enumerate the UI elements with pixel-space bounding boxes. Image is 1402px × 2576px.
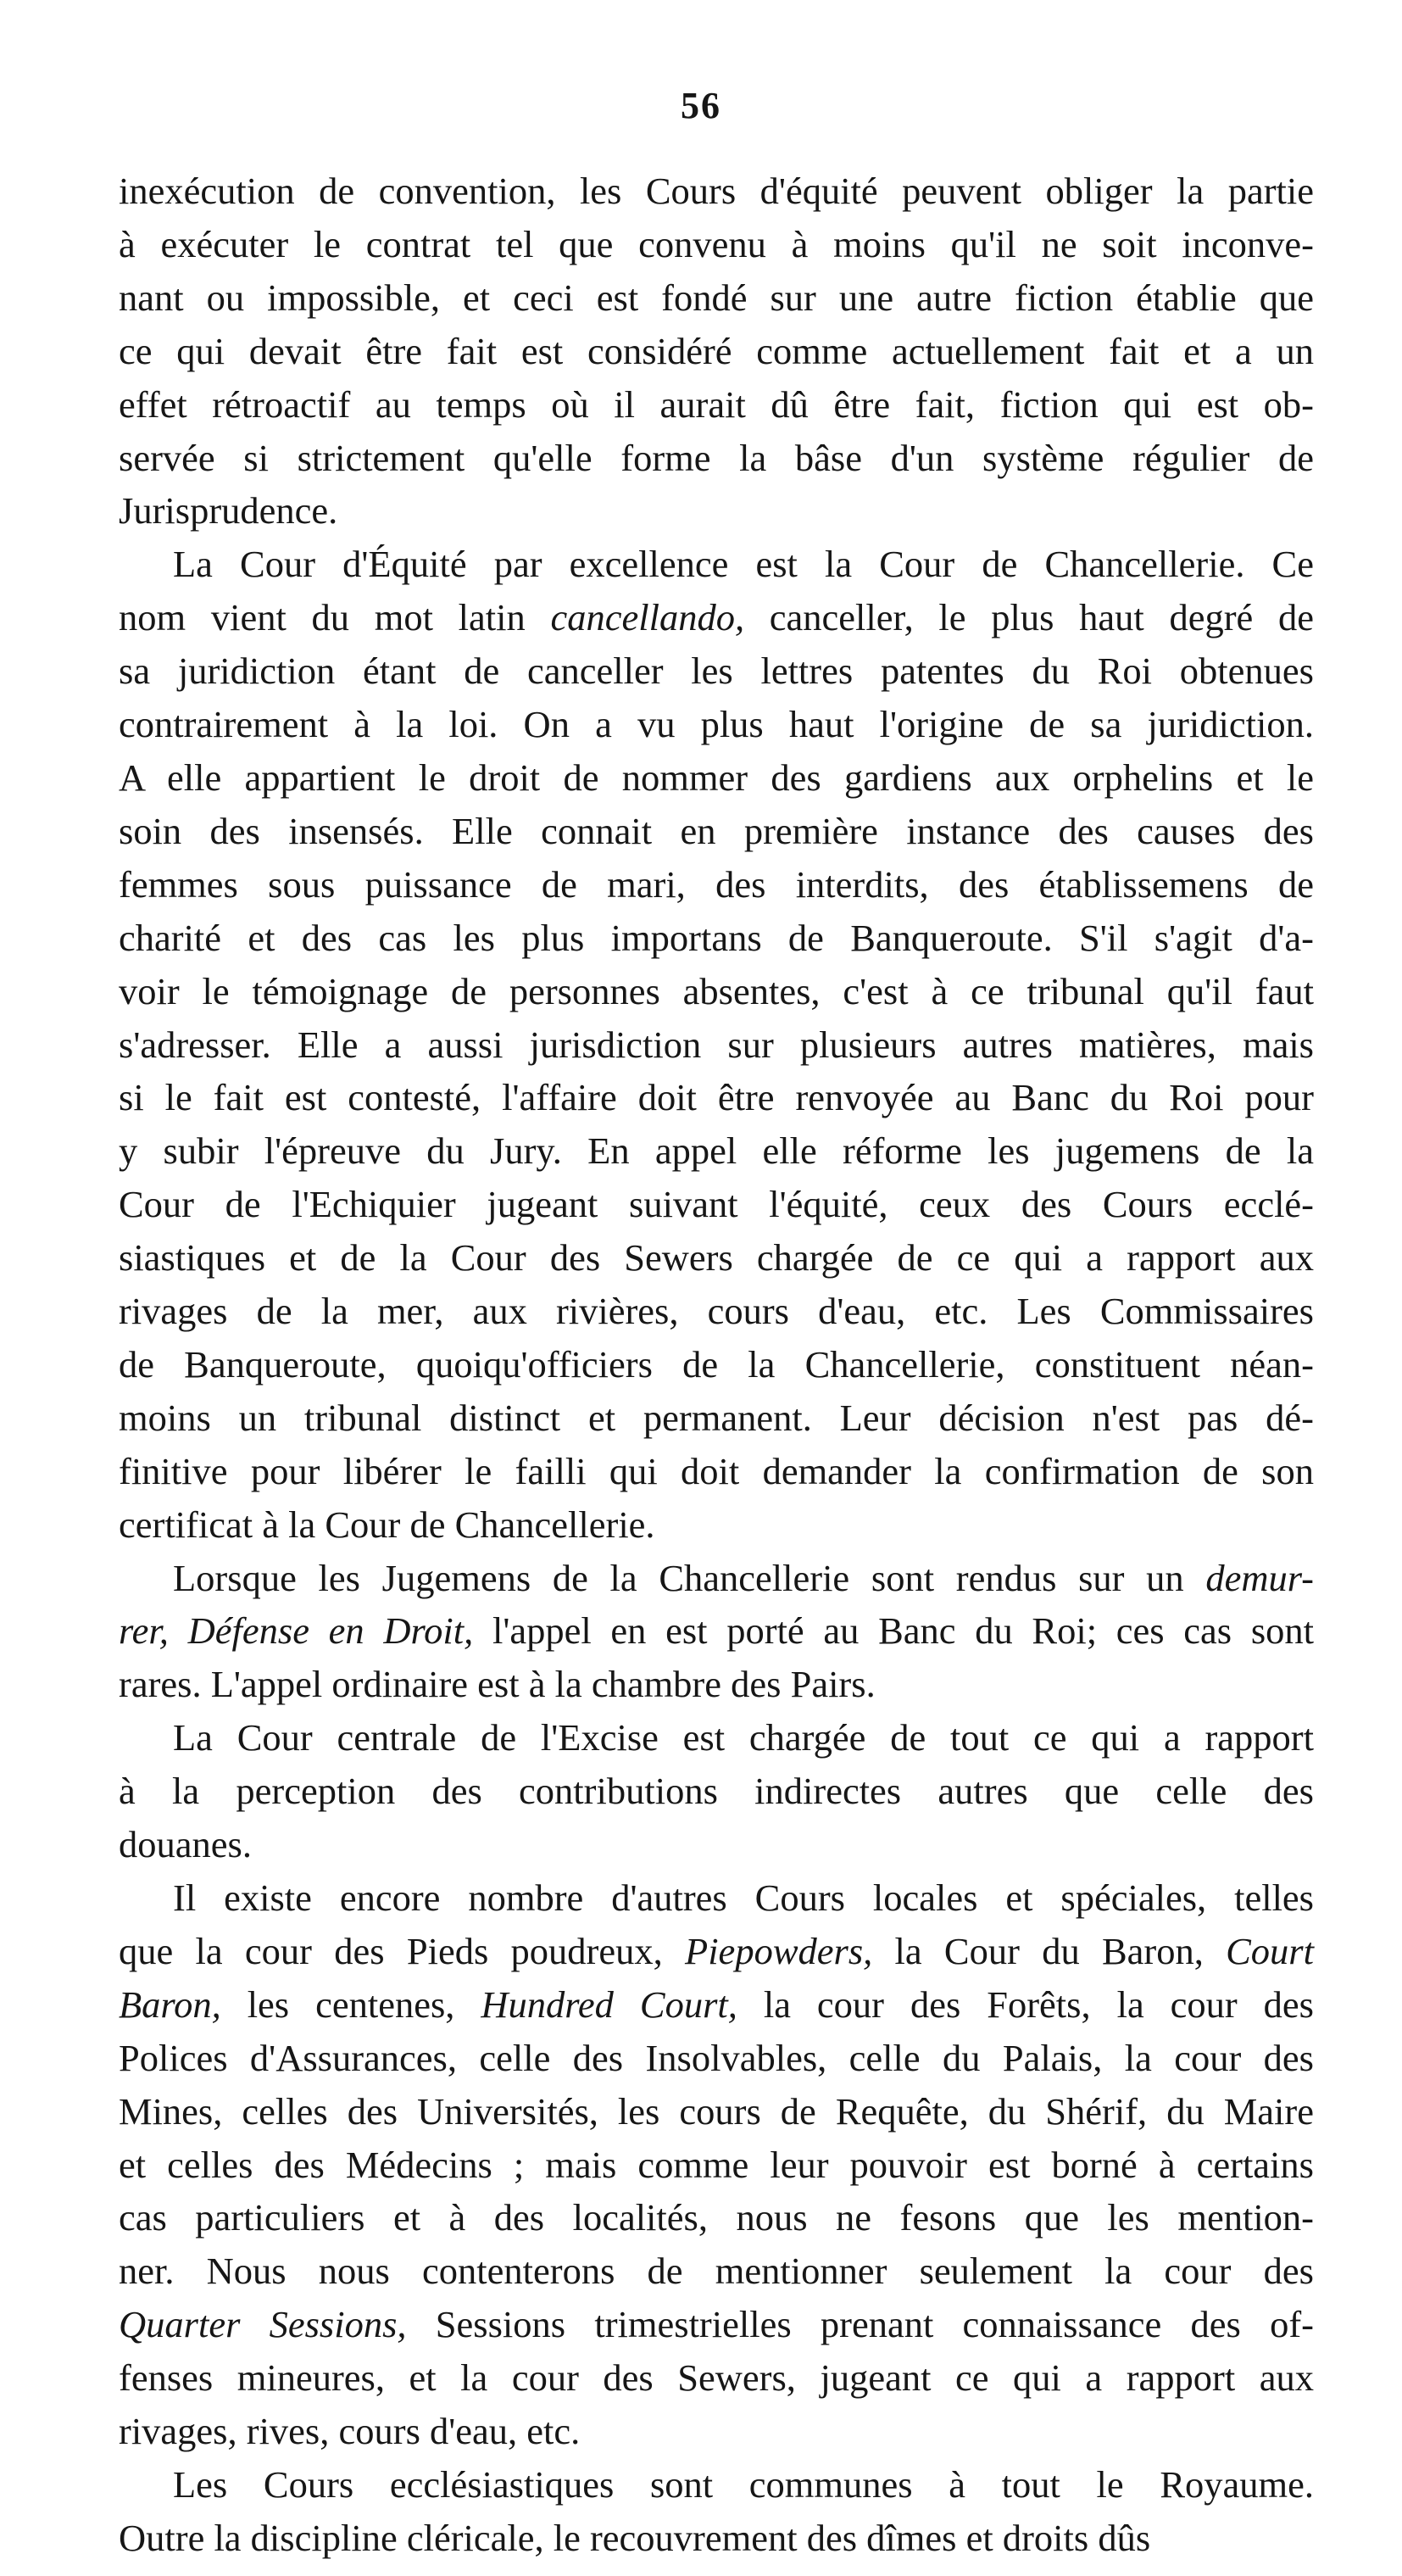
text-line [119,378,1314,432]
text-line [119,1231,1314,1285]
text-line [119,1018,1314,1072]
text-segment: La Cour d'Équité par excellence est la Cour de Chancellerie. Ce [173,543,1314,586]
text-segment: Polices d'Assurances, celle des Insolvables, celle du Palais, la cour des [119,2036,1314,2079]
italic-text: demur- [1205,1556,1314,1599]
text-line [119,1552,1314,1605]
italic-text: Hundred Court, [481,1982,737,2026]
text-line [119,912,1314,965]
text-segment: à exécuter le contrat tel que convenu à moins qu'il ne soit inconve- [119,222,1314,265]
text-segment: Mines, celles des Universités, les cours de Requête, du Shérif, du Maire [119,2089,1314,2133]
text-line [119,432,1314,485]
text-segment: Il existe encore nombre d'autres Cours locales et spéciales, telles [173,1876,1314,1919]
text-line [119,2405,1314,2458]
text-line [119,2032,1314,2085]
text-segment: siastiques et de la Cour des Sewers chargée de ce qui a rapport aux [119,1236,1314,1280]
text-line [119,1978,1314,2032]
text-segment: si le fait est contesté, l'affaire doit être renvoyée au Banc du Roi pour [119,1076,1314,1119]
text-segment: rares. L'appel ordinaire est à la chambre des Pairs. [119,1663,876,1706]
text-segment: l'appel en est porté au Banc du Roi; ces cas sont [473,1609,1315,1653]
text-line [119,1178,1314,1231]
text-segment: à la perception des contributions indirectes autres que celle des [119,1770,1314,1813]
text-line [119,271,1314,325]
text-segment: la cour des Forêts, la cour des [737,1982,1315,2026]
text-line [119,538,1314,591]
text-segment: inexécution de convention, les Cours d'équité peuvent obliger la partie [119,170,1314,212]
italic-text: rer, Défense en Droit, [119,1609,474,1653]
text-line [119,2512,1314,2565]
text-line [119,1765,1314,1818]
text-segment: et celles des Médecins ; mais comme leur pouvoir est borné à certains [119,2143,1314,2186]
paragraph [119,538,1314,1551]
text-segment: les centenes, [220,1982,481,2026]
text-segment: finitive pour libérer le failli qui doit demander la confirmation de son [119,1449,1314,1492]
text-line [119,1871,1314,1925]
paragraph [119,164,1314,538]
text-segment: fenses mineures, et la cour des Sewers, jugeant ce qui a rapport aux [119,2356,1314,2400]
text-segment: sa juridiction étant de canceller les lettres patentes du Roi obtenues [119,650,1314,693]
text-line [119,1445,1314,1498]
text-line [119,2244,1314,2298]
text-segment: ner. Nous nous contenterons de mentionner seulement la cour des [119,2250,1314,2293]
text-segment: s'adresser. Elle a aussi jurisdiction sur plusieurs autres matières, mais [119,1023,1314,1066]
text-line [119,2191,1314,2244]
italic-text: cancellando, [550,596,745,639]
text-segment: nom vient du mot latin [119,596,551,639]
page-number: 56 [681,85,721,126]
italic-text: Court [1226,1929,1314,1972]
text-line [119,218,1314,271]
text-segment: rivages, rives, cours d'eau, etc. [119,2410,581,2453]
text-segment: A elle appartient le droit de nommer des gardiens aux orphelins et le [119,756,1314,799]
text-segment: Lorsque les Jugemens de la Chancellerie sont rendus sur un [173,1556,1206,1599]
text-line [119,1391,1314,1445]
text-segment: charité et des cas les plus importans de Banqueroute. S'il s'agit d'a- [119,916,1314,959]
text-segment: La Cour centrale de l'Excise est chargée de tout ce qui a rapport [173,1716,1314,1759]
text-line [119,1604,1314,1658]
text-segment: femmes sous puissance de mari, des interdits, des établissemens de [119,862,1314,906]
text-segment: ce qui devait être fait est considéré comme actuellement fait et a un [119,329,1314,372]
text-segment: que la cour des Pieds poudreux, [119,1929,686,1972]
text-segment: Les Cours ecclésiastiques sont communes à tout le Royaume. [173,2462,1314,2506]
text-segment: nant ou impossible, et ceci est fondé sur une autre fiction établie que [119,276,1314,319]
text-line [119,164,1314,218]
text-line [119,1071,1314,1124]
text-line [119,1498,1314,1552]
text-line [119,1338,1314,1391]
text-line [119,1285,1314,1338]
text-line [119,2458,1314,2512]
text-line [119,644,1314,698]
italic-text: Piepowders, [685,1929,873,1972]
text-line [119,751,1314,805]
text-segment: Outre la discipline cléricale, le recouvrement des dîmes et droits dûs [119,2516,1151,2559]
text-line [119,1925,1314,1978]
text-line [119,2298,1314,2351]
text-line [119,698,1314,751]
text-segment: Sessions trimestrielles prenant connaissance des of- [406,2303,1314,2346]
text-line [119,1818,1314,1871]
italic-text: Quarter Sessions, [119,2303,407,2346]
text-segment: rivages de la mer, aux rivières, cours d'eau, etc. Les Commissaires [119,1290,1314,1333]
text-segment: canceller, le plus haut degré de [744,596,1314,639]
text-line [119,965,1314,1018]
text-segment: la Cour du Baron, [872,1929,1227,1972]
text-segment: moins un tribunal distinct et permanent. Leur décision n'est pas dé- [119,1396,1314,1439]
text-segment: voir le témoignage de personnes absentes, c'est à ce tribunal qu'il faut [119,969,1314,1012]
text-line [119,2085,1314,2138]
text-line [119,1124,1314,1178]
italic-text: Baron, [119,1982,221,2026]
text-segment: Jurisprudence. [119,489,338,532]
text-segment: soin des insensés. Elle connait en première instance des causes des [119,809,1314,852]
text-line [119,591,1314,644]
text-segment: servée si strictement qu'elle forme la bâse d'un système régulier de [119,436,1314,479]
text-segment: cas particuliers et à des localités, nous ne fesons que les mention- [119,2196,1314,2239]
text-line [119,1658,1314,1711]
text-line [119,325,1314,378]
paragraph [119,1552,1314,1712]
text-segment: de Banqueroute, quoiqu'officiers de la Chancellerie, constituent néan- [119,1342,1314,1386]
text-line [119,2138,1314,2192]
text-line [119,2351,1314,2405]
paragraph [119,1711,1314,1871]
text-line [119,805,1314,858]
text-segment: effet rétroactif au temps où il aurait dû être fait, fiction qui est ob- [119,382,1314,426]
text-line [119,484,1314,538]
text-segment: certificat à la Cour de Chancellerie. [119,1503,655,1546]
body-text [119,164,1314,2565]
text-segment: contrairement à la loi. On a vu plus haut l'origine de sa juridiction. [119,703,1314,746]
text-line [119,858,1314,912]
text-segment: Cour de l'Echiquier jugeant suivant l'équité, ceux des Cours ecclé- [119,1183,1314,1226]
paragraph [119,2458,1314,2565]
paragraph [119,1871,1314,2458]
text-segment: y subir l'épreuve du Jury. En appel elle réforme les jugemens de la [119,1129,1314,1173]
text-segment: douanes. [119,1823,252,1866]
text-line [119,1711,1314,1765]
